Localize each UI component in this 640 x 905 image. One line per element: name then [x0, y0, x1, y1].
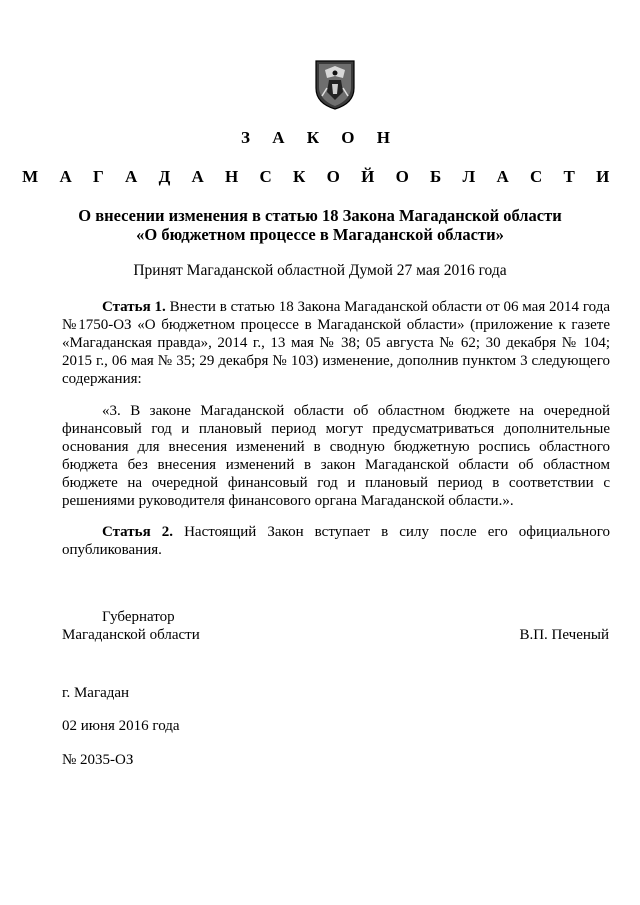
- place-of-signing: г. Магадан: [62, 685, 130, 701]
- article-2-label: Статья 2.: [102, 524, 174, 540]
- article-2: [62, 523, 610, 559]
- article-2-text: Настоящий Закон вступает в силу после его официального опубликования.: [62, 524, 610, 558]
- article-1-text: Внести в статью 18 Закона Магаданской области от 06 мая 2014 года №1750-ОЗ «О бюджетном процессе в Магаданской области» (приложение к газете «Магаданская правда», 2014 г., 13 мая № 38; 05 августа № 62; 30 декабря № 104; 2015 г., 06 мая № 35; 29 декабря № 103) изменение, дополнив пунктом 3 следующего содержания:: [62, 299, 610, 387]
- article-1: [62, 298, 610, 388]
- signatory-region: Магаданской области: [62, 627, 200, 643]
- subject-line-1: О внесении изменения в статью 18 Закона Магаданской области: [78, 206, 562, 225]
- signatory-name: В.П. Печеный: [519, 627, 609, 643]
- signing-date: 02 июня 2016 года: [62, 718, 180, 734]
- law-subject: [0, 206, 640, 244]
- adoption-note: Принят Магаданской областной Думой 27 мая 2016 года: [133, 262, 507, 279]
- signatory-title: Губернатор: [102, 609, 175, 625]
- document-type-title: З А К О Н: [240, 128, 400, 147]
- law-number: № 2035-ОЗ: [62, 752, 134, 768]
- article-1-label: Статья 1.: [102, 299, 166, 315]
- coat-of-arms-icon: [313, 58, 357, 110]
- region-title: М А Г А Д А Н С К О Й О Б Л А С Т И: [22, 167, 618, 186]
- subject-line-2: «О бюджетном процессе в Магаданской области»: [136, 225, 504, 244]
- article-1-quote: «3. В законе Магаданской области об областном бюджете на очередной финансовый год и плановый период могут предусматриваться дополнительные основания для внесения изменений в сводную бюджетную роспись областного бюджета без внесения изменений в закон Магаданской области об областном бюджете на очередной финансовый год и плановый период в соответствии с решениями руководителя финансового органа Магаданской области.».: [62, 403, 610, 509]
